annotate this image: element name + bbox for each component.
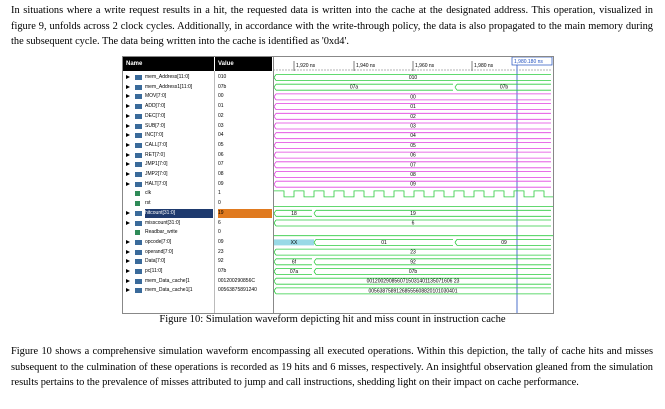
signal-value: 08 [218, 171, 224, 177]
wave-value: XX [290, 239, 298, 246]
signal-value: 010 [218, 74, 227, 80]
bus-edge [274, 94, 276, 97]
signal-row[interactable] [123, 199, 273, 208]
signal-name: HALT[7:0] [145, 180, 168, 187]
name-column-header: Name [123, 57, 214, 71]
signal-name: SUB[7:0] [145, 122, 166, 129]
wave-value: 23 [410, 249, 416, 256]
signal-value: 1 [218, 190, 221, 197]
wave-value: 92 [410, 259, 416, 266]
simulation-waveform [122, 56, 554, 314]
wave-value: 02 [410, 113, 416, 120]
cursor-time-label: 1,980.180 ns [514, 59, 543, 65]
signal-name: mem_Address1[11:0] [145, 83, 193, 90]
bus-edge [455, 242, 457, 245]
wave-value: 01 [410, 104, 416, 111]
bus-edge [455, 87, 457, 90]
expand-arrow-icon[interactable] [126, 250, 130, 254]
bus-edge [274, 175, 276, 178]
bus-edge [274, 104, 276, 107]
wave-value: 05 [410, 142, 416, 149]
expand-arrow-icon[interactable] [126, 114, 130, 118]
signal-name: Data[7:0] [145, 258, 166, 265]
expand-arrow-icon[interactable] [126, 182, 130, 186]
signal-name: mem_Address[11:0] [145, 74, 190, 80]
bus-edge [274, 84, 276, 87]
bus-signal-icon [135, 85, 142, 90]
wave-value: 04 [410, 133, 416, 140]
bus-edge [274, 116, 276, 119]
expand-arrow-icon[interactable] [126, 162, 130, 166]
paragraph-analysis: Figure 10 shows a comprehensive simulation waveform encompassing all executed operations. Within this depiction, the tally of cache hits and misses subsequent to the culmination of these operations is recorded as 19 hits and 6 misses, respectively. An insightful observation gleaned from the simulation results pertains to the prevalence of misses attributed to jump and call instructions, shedding light on their impact on cache performance. [11, 346, 653, 389]
bus-edge [274, 269, 276, 272]
bus-edge [274, 78, 276, 81]
bus-edge [314, 213, 316, 216]
signal-row[interactable] [123, 73, 273, 82]
signal-row[interactable] [123, 257, 273, 266]
bus-edge [274, 75, 276, 78]
signal-value: 09 [218, 238, 224, 245]
bus-signal-icon [135, 211, 142, 216]
bus-edge [274, 162, 276, 165]
wave-value: 18 [291, 210, 297, 217]
signal-name: Readbar_write [145, 229, 178, 236]
wave-value: 07b [499, 84, 509, 91]
tick-label: 1,920 ns [296, 63, 316, 69]
bus-edge [274, 126, 276, 129]
bus-edge [274, 123, 276, 126]
waveform-pane[interactable] [274, 57, 553, 313]
signal-name: rst [145, 200, 151, 207]
signal-row[interactable] [123, 160, 273, 169]
signal-row[interactable] [123, 209, 273, 218]
bus-edge [274, 107, 276, 110]
bus-edge [274, 136, 276, 139]
signal-name: misscount[31:0] [145, 219, 181, 226]
wave-value: 07a [349, 84, 359, 91]
signal-row[interactable] [123, 277, 273, 286]
time-ruler [274, 57, 553, 71]
bus-edge [274, 288, 276, 291]
bus-edge [314, 259, 316, 262]
signal-row[interactable] [123, 151, 273, 160]
bus-signal-icon [135, 279, 142, 284]
bus-edge [274, 184, 276, 187]
bus-edge [274, 172, 276, 175]
wave-value: 07b [408, 269, 418, 275]
signal-row[interactable] [123, 141, 273, 150]
signal-row[interactable] [123, 228, 273, 237]
signal-name: RET[7:0] [145, 151, 165, 158]
signal-name: MOV[7:0] [145, 93, 167, 100]
bus-signal-icon [135, 182, 142, 187]
bus-signal-icon [135, 269, 142, 274]
bus-signal-icon [135, 133, 142, 138]
bus-signal-icon [135, 104, 142, 109]
signal-row[interactable] [123, 170, 273, 179]
bus-signal-icon [135, 162, 142, 167]
bus-edge [274, 113, 276, 116]
signal-name: clk [145, 190, 152, 197]
bus-signal-icon [135, 75, 142, 80]
expand-arrow-icon[interactable] [126, 153, 130, 157]
bus-edge [455, 84, 457, 87]
signal-name: ADD[7:0] [145, 103, 166, 110]
wave-value: 010 [408, 75, 418, 81]
signal-value: 00563875891240 [218, 287, 257, 294]
bus-edge [274, 262, 276, 265]
signal-row[interactable] [123, 238, 273, 247]
paragraph-intro: In situations where a write request results in a hit, the requested data is written into the cache at the designated address. This operation, visualized in figure 9, unfolds across 2 clock cycles. Additionally, in accordance with the write-through policy, the data is also propagated to the main memory during the subsequent cycle. The data being written into the cache is identified as '0xd4'. [11, 5, 653, 48]
bus-edge [274, 259, 276, 262]
signal-value: 07b [218, 268, 227, 274]
signal-value: 00 [218, 93, 224, 100]
signal-name: hitcount[31:0] [145, 209, 213, 218]
bus-edge [314, 239, 316, 242]
bus-signal-icon [135, 94, 142, 99]
expand-arrow-icon[interactable] [126, 104, 130, 108]
bus-edge [274, 142, 276, 145]
expand-arrow-icon[interactable] [126, 259, 130, 263]
signal-row[interactable] [123, 122, 273, 131]
bus-edge [314, 242, 316, 245]
bus-signal-icon [135, 172, 142, 177]
expand-arrow-icon[interactable] [126, 143, 130, 147]
bus-edge [274, 252, 276, 255]
signal-row[interactable] [123, 189, 273, 198]
bus-signal-icon [135, 250, 142, 255]
signal-name: DEC[7:0] [145, 112, 166, 119]
signal-value: 92 [218, 258, 224, 265]
wave-value: 6f [291, 259, 297, 266]
bus-edge [314, 262, 316, 265]
signal-row[interactable] [123, 83, 273, 92]
expand-arrow-icon[interactable] [126, 94, 130, 98]
tick-label: 1,980 ns [474, 63, 494, 69]
signal-name: operand[7:0] [145, 248, 174, 255]
bus-edge [274, 213, 276, 216]
value-column-header: Value [215, 57, 272, 71]
wave-value: 00563875891268555608820101030401 [368, 288, 458, 295]
bus-edge [274, 249, 276, 252]
signal-name: mem_Data_cache[1 [145, 277, 190, 284]
wave-value: 6 [411, 220, 415, 227]
wave-value: 01 [381, 239, 387, 246]
expand-arrow-icon[interactable] [126, 75, 130, 79]
bus-edge [274, 223, 276, 226]
expand-arrow-icon[interactable] [126, 85, 130, 89]
expand-arrow-icon[interactable] [126, 211, 130, 215]
wave-value: 07 [410, 162, 416, 169]
signal-name: opcode[7:0] [145, 238, 172, 245]
signal-waves [274, 75, 553, 295]
signal-value: 19 [218, 209, 272, 218]
bus-edge [274, 210, 276, 213]
expand-arrow-icon[interactable] [126, 221, 130, 225]
signal-row[interactable] [123, 102, 273, 111]
signal-row[interactable] [123, 92, 273, 101]
bus-edge [274, 181, 276, 184]
bus-signal-icon [135, 114, 142, 119]
bus-edge [274, 155, 276, 158]
signal-row[interactable] [123, 267, 273, 276]
bus-edge [314, 269, 316, 272]
tick-label: 1,960 ns [415, 63, 435, 69]
expand-arrow-icon[interactable] [126, 124, 130, 128]
clock-wave [274, 191, 553, 197]
signal-name: JMP2[7:0] [145, 171, 168, 177]
expand-arrow-icon[interactable] [126, 240, 130, 244]
wave-value: 03 [410, 123, 416, 130]
signal-row[interactable] [123, 131, 273, 140]
signal-value: 04 [218, 132, 224, 139]
expand-arrow-icon[interactable] [126, 172, 130, 176]
bus-edge [314, 272, 316, 275]
expand-arrow-icon[interactable] [126, 133, 130, 137]
signal-value: 05 [218, 141, 224, 148]
bit-signal-icon [135, 201, 140, 206]
signal-value: 0 [218, 229, 221, 236]
signal-value: 03 [218, 122, 224, 129]
bus-edge [274, 87, 276, 90]
bus-signal-icon [135, 221, 142, 226]
bus-edge [274, 291, 276, 294]
wave-value: 19 [410, 210, 416, 217]
bus-edge [455, 239, 457, 242]
figure-caption: Figure 10: Simulation waveform depicting hit and miss count in instruction cache [159, 314, 506, 325]
wave-value: 06 [410, 152, 416, 159]
signal-value: 09 [218, 180, 224, 187]
signal-name: mem_Data_cache1[1 [145, 287, 193, 294]
signal-row[interactable] [123, 248, 273, 257]
bus-signal-icon [135, 153, 142, 158]
bit-signal-icon [135, 230, 140, 235]
signal-name: pc[11:0] [145, 268, 163, 274]
wave-value: 09 [501, 239, 507, 246]
wave-value: 0012002908560715031401135071606 23 [366, 278, 460, 285]
bus-signal-icon [135, 143, 142, 148]
bus-edge [274, 165, 276, 168]
signal-row[interactable] [123, 180, 273, 189]
signal-name: JMP1[7:0] [145, 161, 168, 168]
bus-edge [314, 210, 316, 213]
bit-signal-icon [135, 191, 140, 196]
signal-value: 07b [218, 83, 227, 90]
wave-value: 09 [410, 181, 416, 188]
bus-edge [274, 133, 276, 136]
signal-value: 001200290856C [218, 277, 255, 284]
signal-name: CALL[7:0] [145, 141, 168, 148]
wave-value: 00 [410, 94, 416, 101]
bus-signal-icon [135, 124, 142, 129]
signal-value: 02 [218, 112, 224, 119]
signal-name: INC[7:0] [145, 132, 164, 139]
bus-edge [274, 272, 276, 275]
bus-signal-icon [135, 288, 142, 293]
signal-row[interactable] [123, 286, 273, 295]
tick-label: 1,940 ns [356, 63, 376, 69]
bus-signal-icon [135, 240, 142, 245]
signal-value: 23 [218, 248, 224, 255]
wave-value: 07a [289, 269, 299, 275]
expand-arrow-icon[interactable] [126, 269, 130, 273]
signal-value: 07 [218, 161, 224, 168]
signal-value: 06 [218, 151, 224, 158]
bus-edge [274, 145, 276, 148]
bus-edge [274, 281, 276, 284]
signal-value: 6 [218, 219, 221, 226]
expand-arrow-icon[interactable] [126, 288, 130, 292]
signal-value: 0 [218, 200, 221, 207]
bus-edge [274, 278, 276, 281]
wave-value: 08 [410, 172, 416, 178]
bus-edge [274, 220, 276, 223]
expand-arrow-icon[interactable] [126, 279, 130, 283]
bus-edge [274, 152, 276, 155]
bus-edge [274, 97, 276, 100]
signal-row[interactable] [123, 219, 273, 228]
bus-signal-icon [135, 259, 142, 264]
signal-row[interactable] [123, 112, 273, 121]
signal-value: 01 [218, 103, 224, 110]
